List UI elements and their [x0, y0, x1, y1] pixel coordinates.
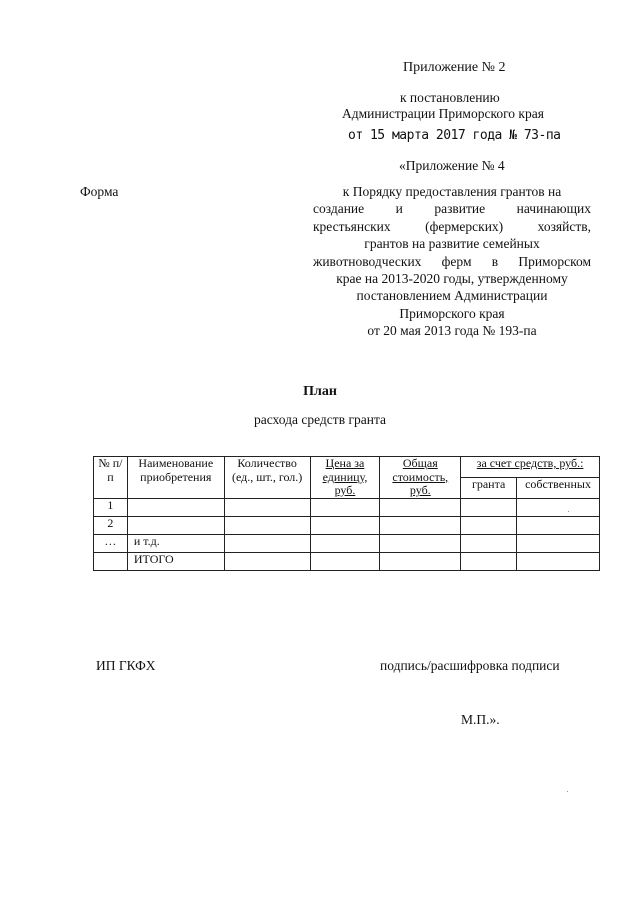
order-line-3: крестьянских (фермерских) хозяйств, [313, 218, 591, 234]
row-num: 1 [94, 498, 128, 516]
header-grant: гранта [461, 477, 517, 498]
order-line-4: грантов на развитие семейных [364, 236, 540, 252]
order-line-6: крае на 2013-2020 годы, утвержденному [336, 271, 568, 287]
order-line-9: от 20 мая 2013 года № 193-па [367, 323, 537, 339]
order-line-8: Приморского края [399, 305, 505, 321]
header-num: № п/п [94, 457, 128, 499]
header-funding: за счет средств, руб.: [461, 457, 600, 478]
scan-speck [567, 791, 568, 792]
table-row [94, 498, 600, 516]
resolution-date-line: от 15 марта 2017 года № 73-па [348, 128, 561, 143]
ip-gkfh-label: ИП ГКФХ [96, 658, 156, 673]
order-line-7: постановлением Администрации [356, 288, 548, 304]
header-quantity: Количество (ед., шт., гол.) [224, 457, 310, 499]
appendix-number: Приложение № 2 [403, 60, 506, 75]
table-header-row [94, 457, 600, 478]
order-line-1: к Порядку предоставления грантов на [342, 184, 562, 199]
table-total-row [94, 552, 600, 570]
table-row [94, 534, 600, 552]
row-num: … [94, 534, 128, 552]
scan-speck [568, 511, 569, 512]
grant-expense-table [93, 456, 600, 571]
signature-label: подпись/расшифровка подписи [380, 658, 560, 673]
order-line-2: создание и развитие начинающих [313, 201, 591, 217]
header-own: собственных [517, 477, 600, 498]
plan-subtitle: расхода средств гранта [253, 412, 386, 427]
row-name: и т.д. [127, 534, 224, 552]
administration-line: Администрации Приморского края [342, 106, 544, 121]
form-label: Форма [80, 184, 119, 199]
appendix-4-line: «Приложение № 4 [399, 158, 505, 173]
order-line-5: животноводческих ферм в Приморском [313, 253, 591, 269]
row-name [127, 498, 224, 516]
header-total: Общая стоимость, руб. [380, 457, 461, 499]
to-resolution-line: к постановлению [400, 90, 500, 105]
header-name: Наименование приобретения [127, 457, 224, 499]
row-num: 2 [94, 516, 128, 534]
order-reference-block [313, 183, 591, 340]
plan-title: План [303, 384, 337, 399]
stamp-place-label: М.П.». [461, 712, 500, 727]
header-price: Цена за единицу, руб. [310, 457, 380, 499]
row-name [127, 516, 224, 534]
row-num [94, 552, 128, 570]
table-row [94, 516, 600, 534]
row-name: ИТОГО [127, 552, 224, 570]
